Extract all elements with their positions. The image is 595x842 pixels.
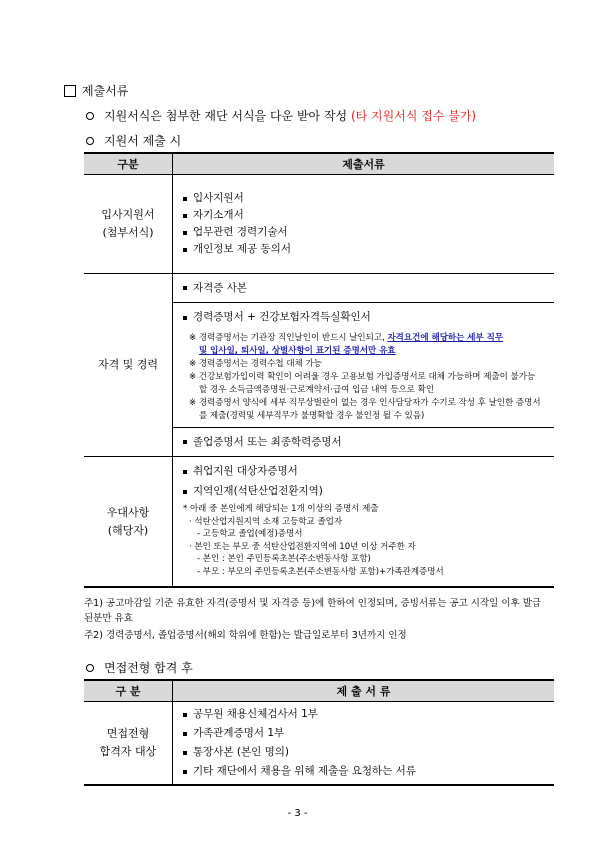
note-text: · 석탄산업지원지역 소재 고등학교 졸업자 — [189, 516, 343, 527]
list-item: 입사지원서 — [183, 190, 554, 207]
list-item: 공무원 채용신체검사서 1부 — [183, 705, 554, 724]
list-item: 졸업증명서 또는 최종학력증명서 — [183, 430, 554, 454]
list-item: 개인정보 제공 동의서 — [183, 241, 554, 258]
column-header: 제 출 서 류 — [173, 680, 555, 702]
interview-documents-table — [84, 679, 554, 786]
page-number: - 3 - — [287, 808, 308, 819]
square-bullet-icon — [183, 770, 187, 774]
square-bullet-icon — [183, 751, 187, 755]
list-item: 가족관계증명서 1부 — [183, 724, 554, 743]
subsection-title: 면접전형 합격 후 — [86, 659, 193, 676]
documents-table — [84, 152, 554, 588]
subsection-title: 지원서 제출 시 — [86, 132, 181, 149]
list-item: 자기소개서 — [183, 207, 554, 224]
square-bullet-icon — [183, 197, 187, 201]
note-text: · 본인 또는 부모 중 석탄산업전환지역에 10년 이상 거주한 자 — [189, 541, 416, 552]
note-text: ※ 경력증명서는 기관장 직인날인이 반드시 날인되고, 자격요건에 해당하는 세부 직무 및 입사일, 퇴사일, 상벌사항이 표기된 증명서만 유효 — [189, 333, 504, 356]
row-category: 입사지원서 (첨부서식) — [84, 175, 173, 274]
row-items — [173, 457, 555, 588]
table-row — [84, 457, 554, 588]
row-items — [173, 702, 555, 786]
square-bullet-icon — [183, 231, 187, 235]
list-item: 통장사본 (본인 명의) — [183, 743, 554, 762]
row-category: 우대사항 (해당자) — [84, 457, 173, 588]
square-bullet-icon — [183, 214, 187, 218]
list-item: 업무관련 경력기술서 — [183, 224, 554, 241]
table-row — [84, 175, 554, 274]
square-bullet-icon — [183, 286, 187, 290]
note-text: - 고등학교 졸업(예정)증명서 — [197, 529, 303, 539]
note-text: ※ 경력증명서 양식에 세부 직무상벌란이 없는 경우 인사담당자가 수기로 작성 후 날인한 증명서를 제출(경력및 세부직무가 불명확할 경우 불인정 될 수 있음) — [189, 398, 541, 421]
instruction-line: 지원서식은 첨부한 재단 서식을 다운 받아 작성 (타 지원서식 접수 불가) — [86, 107, 476, 124]
row-items — [173, 274, 555, 457]
square-bullet-icon — [183, 713, 187, 717]
column-header: 구분 — [84, 153, 173, 175]
table-row — [84, 274, 554, 457]
table-row — [84, 702, 554, 786]
column-header: 제출서류 — [173, 153, 555, 175]
square-bullet-icon — [183, 440, 187, 444]
square-bullet-icon — [183, 316, 187, 320]
footnote: 주2) 경력증명서, 졸업증명서(해외 학위에 한함)는 발급일로부터 3년까지 인정 — [84, 630, 407, 641]
note-text: * 아래 중 본인에게 해당되는 1개 이상의 증명서 제출 — [183, 504, 379, 514]
list-item: 기타 재단에서 채용을 위해 제출을 요청하는 서류 — [183, 762, 554, 781]
list-item: 지역인재(석탄산업전환지역) — [183, 483, 554, 500]
square-bullet-icon — [183, 490, 187, 494]
list-item: 자격증 사본 — [183, 276, 554, 300]
note-text: - 부모 : 부모의 주민등록초본(주소변동사항 포함)+가족관계증명서 — [197, 566, 444, 577]
column-header: 구 분 — [84, 680, 173, 702]
circle-bullet-icon — [86, 137, 94, 145]
row-category: 면접전형 합격자 대상 — [84, 702, 173, 786]
warning-text: (타 지원서식 접수 불가) — [350, 109, 477, 123]
footnote: 주1) 공고마감일 기준 유효한 자격(증명서 및 자격증 등)에 한하여 인정되며, 증빙서류는 공고 시작일 이후 발급된분만 유효 — [84, 598, 542, 624]
circle-bullet-icon — [86, 664, 94, 672]
row-category: 자격 및 경력 — [84, 274, 173, 457]
circle-bullet-icon — [86, 112, 94, 120]
section-title: 제출서류 — [64, 82, 128, 99]
note-text: - 본인 : 본인 주민등록초본(주소변동사항 포함) — [197, 554, 371, 564]
row-items — [173, 175, 555, 274]
square-bullet-icon — [183, 470, 187, 474]
list-item: 경력증명서 + 건강보험자격득실확인서 — [183, 309, 554, 326]
list-item: 취업지원 대상자증명서 — [183, 463, 554, 480]
square-bullet-icon — [183, 732, 187, 736]
note-text: ※ 경력증명서는 경력수첩 대체 가능 — [189, 359, 322, 369]
square-bullet-icon — [183, 248, 187, 252]
checkbox-square-icon — [64, 85, 76, 97]
note-text: ※ 건강보험가입이력 확인이 어려울 경우 고용보험 가입증명서로 대체 가능하며 제출이 불가능 할 경우 소득금액증명원·근로계약서·급여 입금 내역 등으로 확인 — [189, 372, 536, 395]
